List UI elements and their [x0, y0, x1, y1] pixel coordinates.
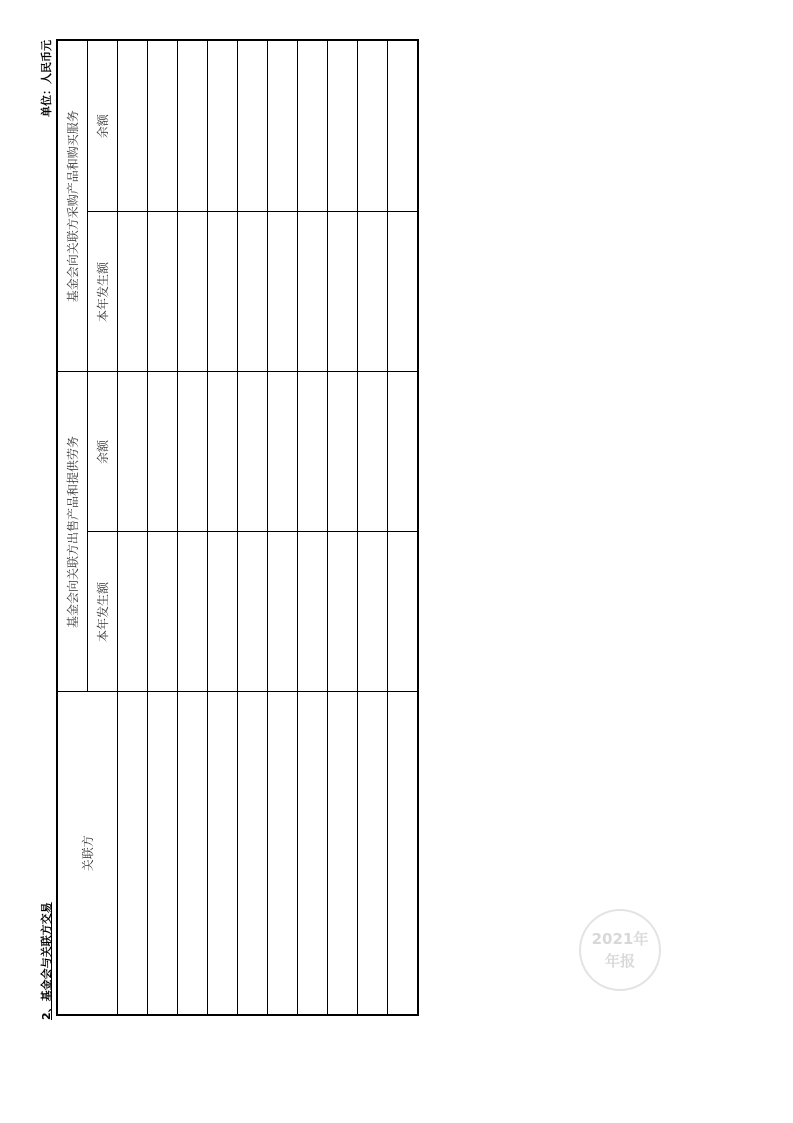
- table-cell: [388, 692, 419, 1015]
- table-cell: [238, 212, 268, 372]
- table-cell: [298, 212, 328, 372]
- table-row: [208, 40, 238, 1015]
- table-cell: [148, 532, 178, 692]
- watermark-line-1: 2021年: [591, 930, 649, 948]
- table-cell: [268, 532, 298, 692]
- table-row: [238, 40, 268, 1015]
- table-cell: [148, 372, 178, 532]
- header-sales-current: 本年发生额: [88, 532, 118, 692]
- table-cell: [298, 532, 328, 692]
- table-row: [328, 40, 358, 1015]
- table-cell: [268, 212, 298, 372]
- watermark-stamp: [579, 909, 661, 991]
- table-cell: [268, 40, 298, 212]
- header-purchases-group: 基金会向关联方采购产品和购买服务: [57, 40, 88, 372]
- table-cell: [148, 40, 178, 212]
- unit-label: 单位：人民币元: [40, 40, 53, 117]
- table-row: [298, 40, 328, 1015]
- table-cell: [208, 40, 238, 212]
- table-cell: [178, 532, 208, 692]
- table-cell: [118, 372, 148, 532]
- table-row: [268, 40, 298, 1015]
- section-title: 2、基金会与关联方交易: [40, 902, 53, 1020]
- related-party-transactions-table: [56, 39, 419, 1016]
- table-cell: [358, 212, 388, 372]
- table-cell: [208, 212, 238, 372]
- table-row: [118, 40, 148, 1015]
- table-cell: [268, 692, 298, 1015]
- table-cell: [148, 692, 178, 1015]
- header-sales-balance: 余额: [88, 372, 118, 532]
- table-cell: [328, 40, 358, 212]
- table-cell: [328, 212, 358, 372]
- table-cell: [388, 212, 419, 372]
- table-cell: [298, 372, 328, 532]
- header-sales-group: 基金会向关联方出售产品和提供劳务: [57, 372, 88, 692]
- table-cell: [178, 372, 208, 532]
- table-cell: [358, 692, 388, 1015]
- table-cell: [238, 532, 268, 692]
- table-cell: [358, 40, 388, 212]
- table-row: [178, 40, 208, 1015]
- table-cell: [238, 372, 268, 532]
- table-cell: [118, 532, 148, 692]
- table-cell: [388, 532, 419, 692]
- table-cell: [268, 372, 298, 532]
- table-cell: [238, 40, 268, 212]
- table-cell: [208, 372, 238, 532]
- table-cell: [388, 372, 419, 532]
- header-purchases-balance: 余额: [88, 40, 118, 212]
- table-cell: [328, 692, 358, 1015]
- header-related-party: 关联方: [57, 692, 118, 1015]
- table-cell: [178, 692, 208, 1015]
- table-cell: [118, 40, 148, 212]
- table-row: [148, 40, 178, 1015]
- header-row-1: [57, 40, 88, 1015]
- table-cell: [298, 40, 328, 212]
- table-cell: [328, 372, 358, 532]
- rotated-report: [38, 40, 420, 1020]
- table-cell: [148, 212, 178, 372]
- table-cell: [178, 40, 208, 212]
- table-cell: [388, 40, 419, 212]
- table-cell: [328, 532, 358, 692]
- table-cell: [238, 692, 268, 1015]
- table-row: [358, 40, 388, 1015]
- watermark-line-2: 年报: [604, 952, 635, 970]
- table-cell: [358, 372, 388, 532]
- header-purchases-current: 本年发生额: [88, 212, 118, 372]
- table-row: [388, 40, 419, 1015]
- table-cell: [298, 692, 328, 1015]
- table-cell: [118, 212, 148, 372]
- table-cell: [208, 692, 238, 1015]
- table-cell: [178, 212, 208, 372]
- table-cell: [358, 532, 388, 692]
- table-cell: [208, 532, 238, 692]
- table-cell: [118, 692, 148, 1015]
